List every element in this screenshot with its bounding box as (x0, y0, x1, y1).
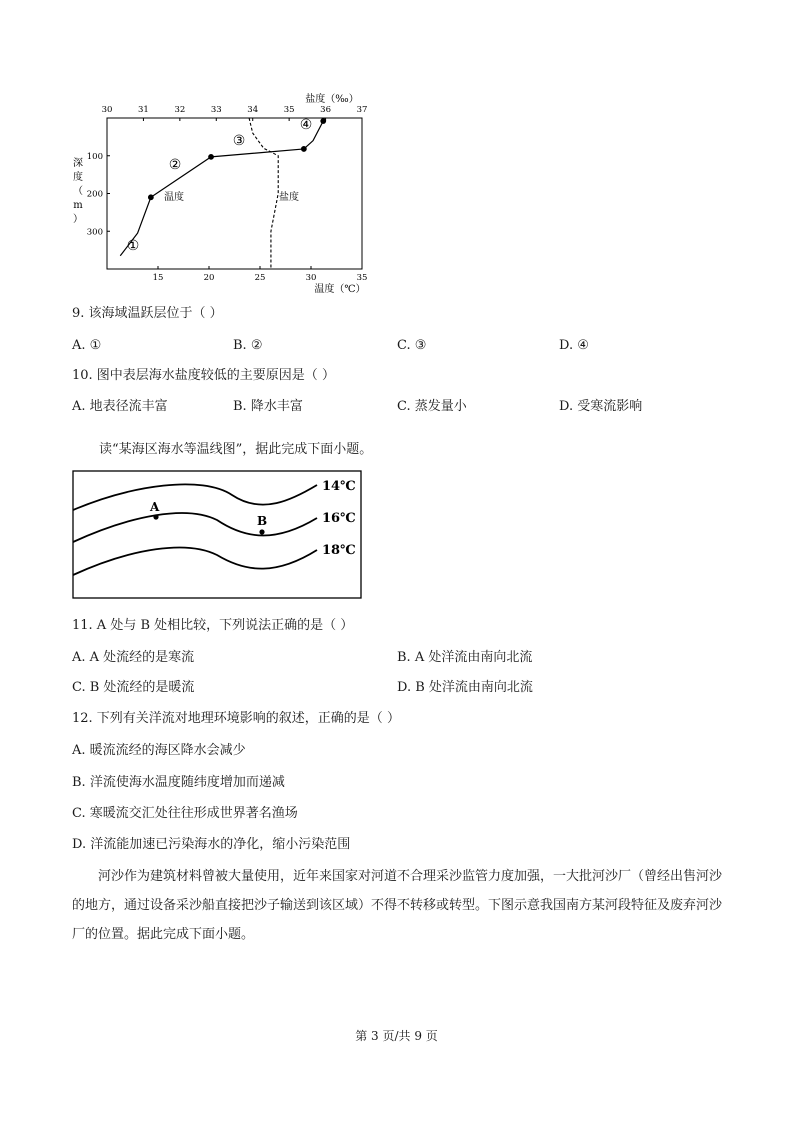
depth-tick-label: 300 (86, 227, 103, 238)
question-11-stem: 11. A 处与 B 处相比较，下列说法正确的是（ ） (72, 618, 354, 633)
salinity-curve (249, 118, 278, 269)
question-9-stem: 9. 该海域温跃层位于（ ） (72, 306, 223, 321)
salinity-tick-label: 37 (356, 105, 368, 115)
marker-3: ③ (232, 133, 246, 149)
temperature-axis-label: 温度（℃） (314, 284, 366, 295)
isotherm-label-16: 16℃ (322, 511, 356, 526)
point-a-label: A (150, 500, 160, 514)
point-a-dot (153, 514, 158, 519)
q12-option-c[interactable]: C. 寒暖流交汇处往往形成世界著名渔场 (72, 806, 298, 821)
temperature-tick-label: 20 (203, 273, 215, 283)
temperature-point (148, 195, 153, 200)
salinity-tick-label: 36 (320, 105, 331, 115)
q9-option-a[interactable]: A. ① (72, 338, 102, 353)
q10-option-c[interactable]: C. 蒸发量小 (397, 399, 467, 414)
temperature-curve-label: 温度 (164, 192, 184, 203)
isotherm-16 (73, 513, 317, 542)
marker-2: ② (168, 157, 182, 173)
depth-axis-char: （ (73, 186, 83, 197)
salinity-tick-label: 34 (247, 105, 259, 115)
depth-axis-char: m (73, 200, 83, 211)
salinity-tick-label: 33 (210, 105, 222, 115)
salinity-axis-label: 盐度（‰） (305, 94, 359, 105)
temperature-point (209, 154, 214, 159)
depth-axis-char: ） (73, 214, 83, 225)
temperature-tick-label: 30 (305, 273, 317, 283)
point-b-label: B (257, 514, 268, 528)
q9-option-c[interactable]: C. ③ (397, 338, 427, 353)
question-10-stem: 10. 图中表层海水盐度较低的主要原因是（ ） (72, 368, 335, 383)
q12-option-d[interactable]: D. 洋流能加速已污染海水的净化，缩小污染范围 (72, 837, 351, 852)
temperature-salinity-chart (60, 88, 380, 298)
q11-option-c[interactable]: C. B 处流经的是暖流 (72, 680, 195, 695)
isotherm-label-18: 18℃ (322, 543, 356, 558)
temperature-point (301, 147, 306, 152)
q9-option-b[interactable]: B. ② (233, 338, 263, 353)
isotherm-map (72, 470, 362, 600)
q9-option-d[interactable]: D. ④ (559, 338, 589, 353)
marker-4: ④ (299, 117, 313, 133)
marker-1: ① (126, 238, 140, 254)
isotherm-label-14: 14℃ (322, 479, 356, 494)
q10-option-b[interactable]: B. 降水丰富 (233, 399, 303, 414)
question-12-stem: 12. 下列有关洋流对地理环境影响的叙述，正确的是（ ） (72, 711, 400, 726)
salinity-tick-label: 30 (101, 105, 113, 115)
isotherm-18 (73, 548, 317, 575)
temperature-tick-label: 15 (152, 273, 164, 283)
q11-option-a[interactable]: A. A 处流经的是寒流 (72, 650, 195, 665)
depth-tick-label: 200 (86, 189, 103, 200)
salinity-tick-label: 32 (174, 105, 186, 115)
salinity-curve-label: 盐度 (279, 192, 299, 203)
q10-option-a[interactable]: A. 地表径流丰富 (72, 399, 168, 414)
q10-option-d[interactable]: D. 受寒流影响 (559, 399, 643, 414)
q11-option-d[interactable]: D. B 处洋流由南向北流 (397, 680, 533, 695)
page-footer: 第 3 页/共 9 页 (355, 1029, 438, 1043)
isotherm-14 (73, 484, 317, 510)
q12-option-a[interactable]: A. 暖流流经的海区降水会减少 (72, 743, 246, 758)
depth-axis-char: 度 (73, 172, 83, 183)
depth-tick-label: 100 (86, 151, 103, 162)
map-frame (73, 471, 361, 598)
temperature-curve (120, 121, 323, 256)
intro-river-sand: 河沙作为建筑材料曾被大量使用，近年来国家对河道不合理采沙监管力度加强，一大批河沙厂（曾经出售河沙的地方，通过设备采沙船直接把沙子输送到该区域）不得不转移或转型。下图示意我国南方某河段特征及废弃河沙厂的位置。据此完成下面小题。 (72, 869, 723, 942)
q11-option-b[interactable]: B. A 处洋流由南向北流 (397, 650, 533, 665)
point-b-dot (259, 529, 264, 534)
temperature-tick-label: 35 (356, 273, 368, 283)
temperature-point (321, 119, 326, 124)
depth-axis-char: 深 (73, 158, 83, 169)
salinity-tick-label: 31 (138, 105, 149, 115)
temperature-tick-label: 25 (254, 273, 266, 283)
salinity-tick-label: 35 (283, 105, 295, 115)
intro-isotherm: 读“某海区海水等温线图”，据此完成下面小题。 (99, 442, 373, 457)
q12-option-b[interactable]: B. 洋流使海水温度随纬度增加而递减 (72, 775, 285, 790)
